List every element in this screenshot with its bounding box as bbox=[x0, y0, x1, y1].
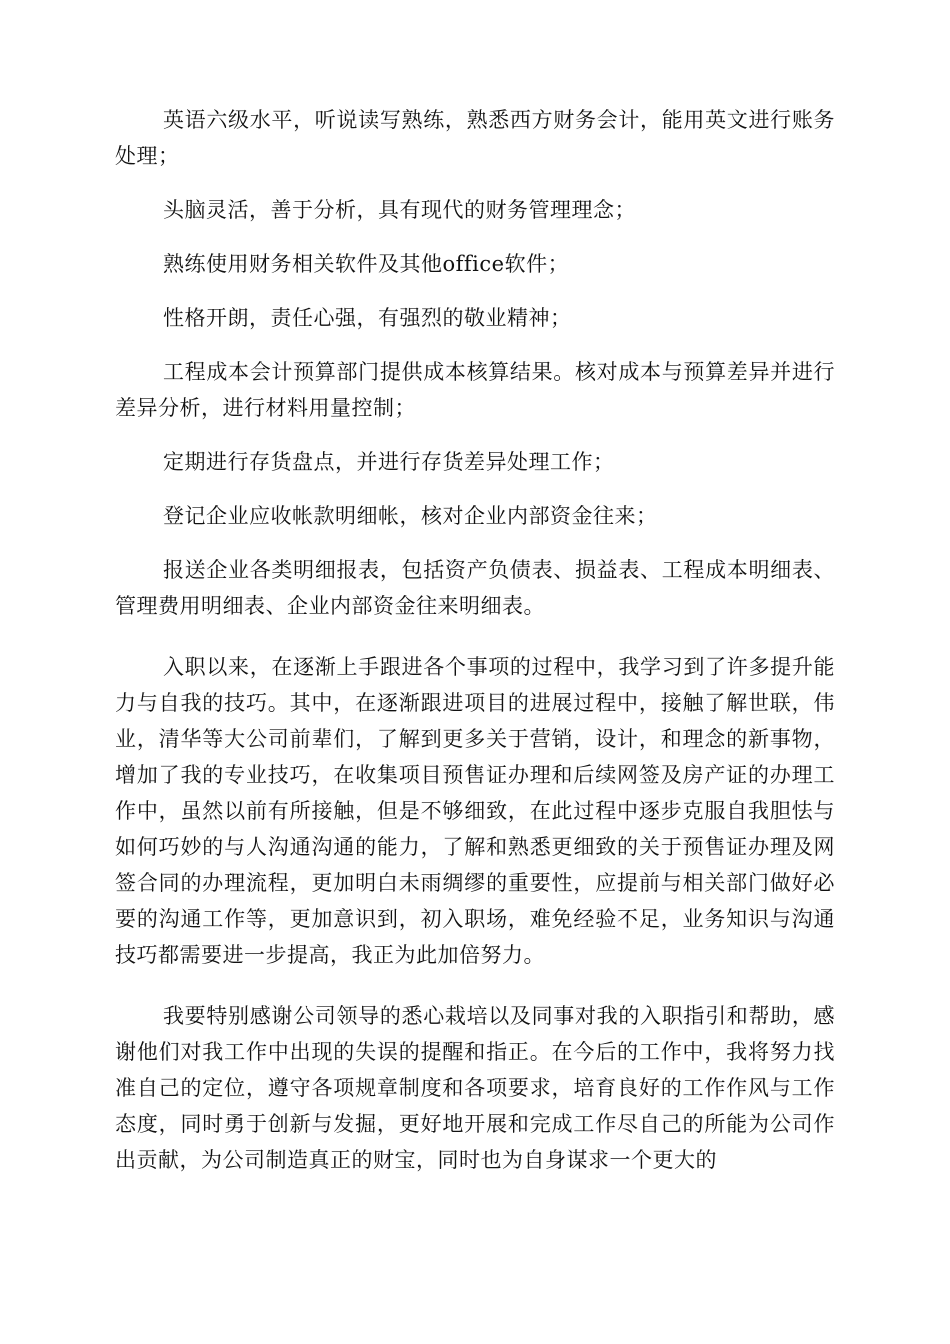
paragraph-reports: 报送企业各类明细报表，包括资产负债表、损益表、工程成本明细表、管理费用明细表、企业内部资金往来明细表。 bbox=[115, 558, 835, 618]
paragraph-inventory: 定期进行存货盘点，并进行存货差异处理工作； bbox=[163, 450, 615, 474]
paragraph-receivables: 登记企业应收帐款明细帐，核对企业内部资金往来； bbox=[163, 504, 658, 528]
paragraph-cost-accounting: 工程成本会计预算部门提供成本核算结果。核对成本与预算差异并进行差异分析，进行材料用量控制； bbox=[115, 360, 835, 420]
paragraph-analysis: 头脑灵活，善于分析，具有现代的财务管理理念； bbox=[163, 198, 636, 222]
paragraph-software: 熟练使用财务相关软件及其他office软件； bbox=[163, 252, 570, 276]
paragraph-onboarding-experience: 入职以来，在逐渐上手跟进各个事项的过程中，我学习到了许多提升能力与自我的技巧。其中，在逐渐跟进项目的进展过程中，接触了解世联，伟业，清华等大公司前辈们，了解到更多关于营销，设计，和理念的新事物，增加了我的专业技巧，在收集项目预售证办理和后续网签及房产证的办理工作中，虽然以前有所接触，但是不够细致，在此过程中逐步克服自我胆怯与如何巧妙的与人沟通沟通的能力，了解和熟悉更细致的关于预售证办理及网签合同的办理流程，更加明白未雨绸缪的重要性，应提前与相关部门做好必要的沟通工作等，更加意识到，初入职场，难免经验不足，业务知识与沟通技巧都需要进一步提高，我正为此加倍努力。 bbox=[115, 655, 835, 967]
document-body bbox=[115, 102, 835, 1178]
paragraph-acknowledgement: 我要特别感谢公司领导的悉心栽培以及同事对我的入职指引和帮助，感谢他们对我工作中出现的失误的提醒和指正。在今后的工作中，我将努力找准自己的定位，遵守各项规章制度和各项要求，培育良好的工作作风与工作态度，同时勇于创新与发掘，更好地开展和完成工作尽自己的所能为公司作出贡献，为公司制造真正的财宝，同时也为自身谋求一个更大的 bbox=[115, 1004, 835, 1172]
paragraph-english-skills: 英语六级水平，听说读写熟练，熟悉西方财务会计，能用英文进行账务处理； bbox=[115, 108, 835, 168]
paragraph-personality: 性格开朗，责任心强，有强烈的敬业精神； bbox=[163, 306, 572, 330]
